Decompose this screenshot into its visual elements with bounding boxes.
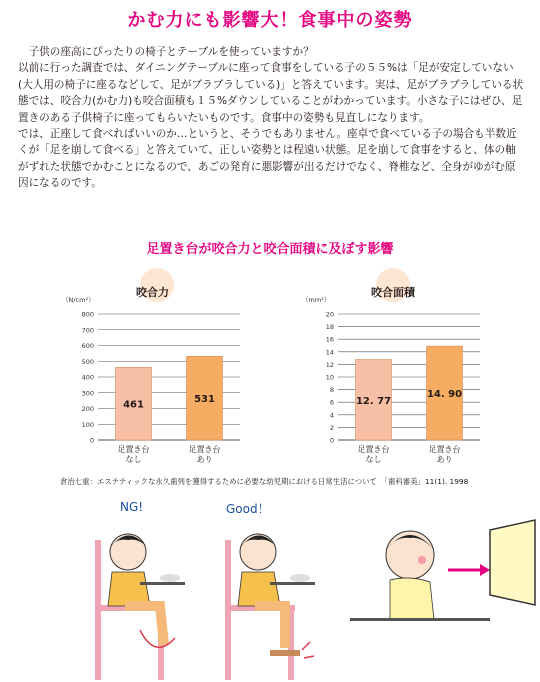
y-tick-label: 100 xyxy=(81,420,94,429)
y-tick-label: 14 xyxy=(325,348,334,357)
y-axis-unit: （N/cm²） xyxy=(62,296,95,304)
cheek xyxy=(418,556,426,564)
motion-mark xyxy=(302,642,314,658)
tv-illustration xyxy=(350,520,535,621)
data-label: 531 xyxy=(194,394,215,406)
data-label: 12. 77 xyxy=(355,395,392,407)
y-tick-label: 400 xyxy=(81,373,94,382)
data-label: 461 xyxy=(123,399,144,411)
bite-area-chart xyxy=(300,292,500,472)
y-tick-label: 20 xyxy=(325,310,334,319)
x-tick-label: あり xyxy=(196,455,213,464)
y-tick-label: 16 xyxy=(325,335,334,344)
child-body xyxy=(390,578,434,620)
tv-screen xyxy=(490,520,535,605)
y-tick-label: 8 xyxy=(329,386,334,395)
x-tick-label: 足置き台 xyxy=(188,445,221,454)
y-tick-label: 6 xyxy=(329,398,334,407)
ng-illustration xyxy=(95,534,185,680)
child-leg xyxy=(255,606,285,648)
chart-section-title: 足置き台が咬合力と咬合面積に及ぼす影響 xyxy=(146,242,394,257)
y-tick-label: 2 xyxy=(329,423,334,432)
y-tick-label: 600 xyxy=(81,342,94,350)
intro-paragraph-1: 子供の座高にぴったりの椅子とテーブルを使っていますか？ xyxy=(28,46,314,58)
x-tick-label: 足置き台 xyxy=(428,445,461,454)
child-body xyxy=(238,572,280,606)
y-tick-label: 700 xyxy=(81,326,94,335)
motion-mark xyxy=(140,630,175,647)
footrest xyxy=(270,650,300,656)
y-axis-unit: （mm²） xyxy=(302,296,331,304)
table xyxy=(270,582,315,585)
child-head xyxy=(386,531,434,579)
intro-paragraph-2: 以前に行った調査では、ダイニングテーブルに座って食事をしている子の５５%は「足が安定していない(大人用の椅子に座るなどして、足がブラブラしている)」と答えています。実は、足がブラブラしている状態では、咬合力(かむ力)も咬合面積も１５%ダウンしていることがわかっています。小さな子にはぜひ、足置きのある子供椅子に座ってもらいたいものです。食事中の姿勢も見直しになります。 xyxy=(18,62,524,124)
bowl xyxy=(290,574,310,582)
x-tick-label: 足置き台 xyxy=(117,445,150,454)
intro-paragraph-3: では、正座して食べればいいのか…というと、そうでもありません。座卓で食べている子の場合も半数近くが「足を崩して食べる」と答えていて、正しい姿勢とは程遠い状態。足を崩して食事をすると、体の軸がずれた状態でかむことになるので、あごの発育に悪影響が出るだけでなく、脊椎など、全身がゆがむ原因になるのです。 xyxy=(18,128,517,190)
page-title: かむ力にも影響大！食事中の姿勢 xyxy=(127,10,413,31)
y-tick-label: 200 xyxy=(81,405,94,413)
bite-force-chart xyxy=(60,292,260,472)
bowl xyxy=(160,574,180,582)
citation: 倉治七重：エステティックな永久歯列を獲得するために必要な幼児期における日常生活について 「歯科審美」11(1). 1998 xyxy=(60,477,469,486)
table xyxy=(350,618,490,621)
x-tick-label: 足置き台 xyxy=(357,445,390,454)
y-tick-label: 0 xyxy=(89,436,94,445)
chart-1-title: 咬合力 xyxy=(136,286,169,299)
y-tick-label: 0 xyxy=(329,436,334,445)
x-tick-label: あり xyxy=(436,455,453,464)
good-label: Good！ xyxy=(226,502,270,516)
data-label: 14. 90 xyxy=(426,389,463,401)
y-tick-label: 10 xyxy=(325,373,334,382)
chart-2-title: 咬合面積 xyxy=(371,286,415,299)
x-tick-label: なし xyxy=(365,455,382,464)
y-tick-label: 800 xyxy=(81,310,94,319)
posture-illustrations xyxy=(80,510,540,682)
intro-text xyxy=(18,44,524,192)
child-body xyxy=(108,572,150,606)
y-tick-label: 12 xyxy=(325,360,334,369)
ng-label: NG! xyxy=(120,500,144,514)
x-tick-label: なし xyxy=(125,455,142,464)
arrow-head-icon xyxy=(480,564,490,576)
y-tick-label: 300 xyxy=(81,389,94,398)
good-illustration xyxy=(225,534,315,680)
y-tick-label: 18 xyxy=(325,323,334,332)
table xyxy=(140,582,185,585)
y-tick-label: 500 xyxy=(81,357,94,366)
y-tick-label: 4 xyxy=(329,411,334,420)
